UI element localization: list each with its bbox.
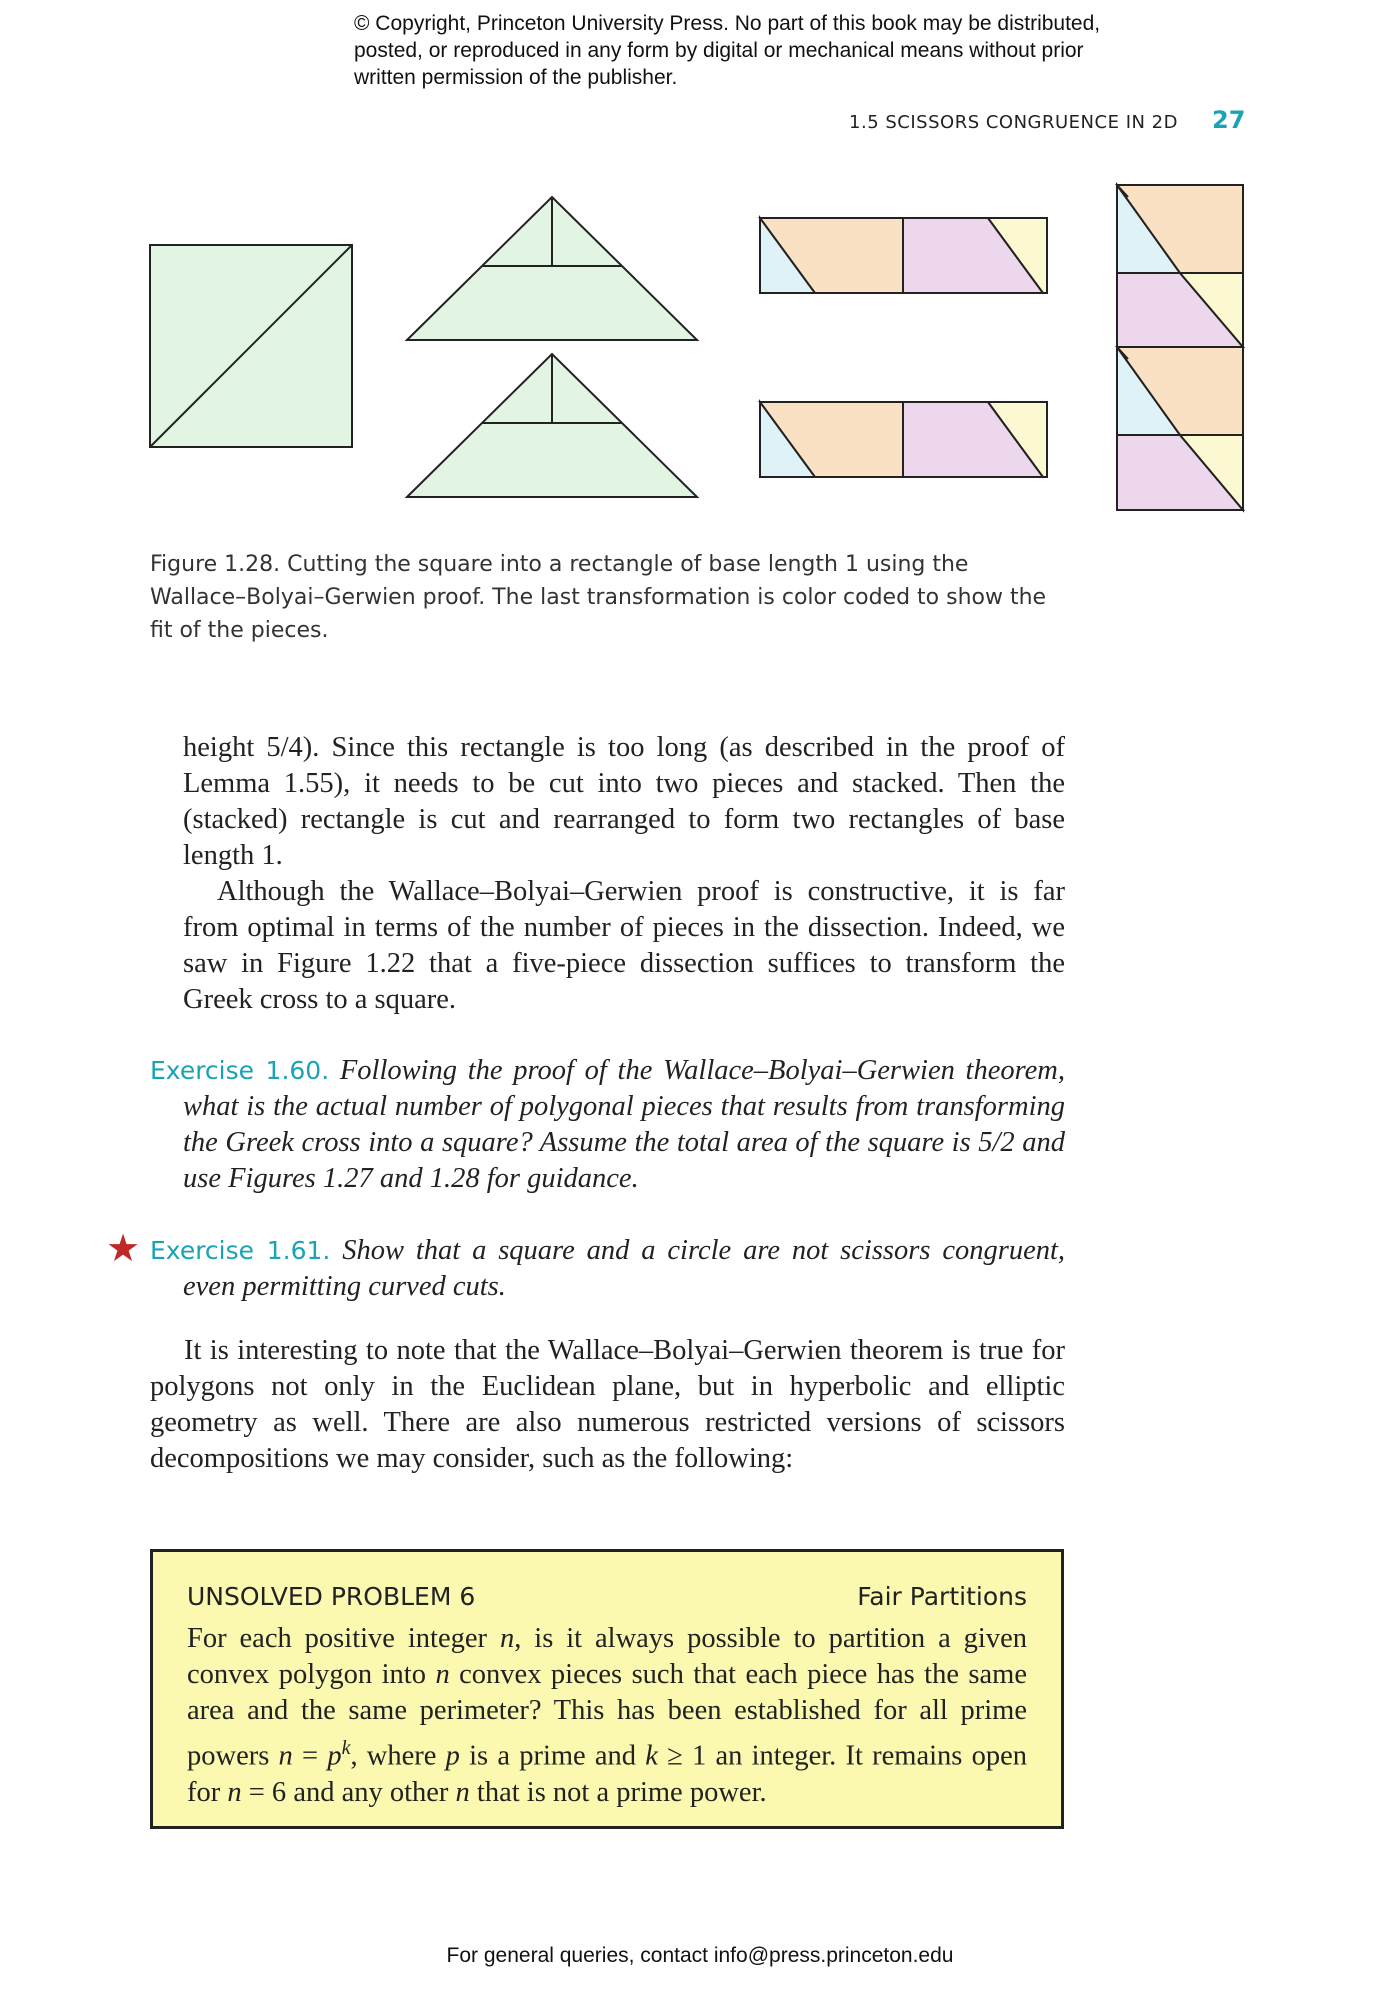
- paragraph-1: height 5/4). Since this rectangle is too long (as described in the proof of Lemma 1.55), it needs to be cut into two pieces and stacked. Then the (stacked) rectangle is cut and rearranged to form two rectangles of base length 1.: [183, 732, 1065, 871]
- exercise-label: Exercise 1.61.: [150, 1236, 331, 1265]
- footer-contact: For general queries, contact info@press.princeton.edu: [446, 1944, 954, 1967]
- problem-subtitle: Fair Partitions: [857, 1582, 1027, 1611]
- paragraph-3: It is interesting to note that the Wallace–Bolyai–Gerwien theorem is true for polygons not only in the Euclidean plane, but in hyperbolic and elliptic geometry as well. There are also numerous restricted versions of scissors decompositions we may consider, such as the following:: [150, 1335, 1065, 1474]
- exercise-text: Following the proof of the Wallace–Bolyai–Gerwien theorem, what is the actual number of polygonal pieces that results from transforming the Greek cross into a square? Assume the total area of the square is 5/2 and use Figures 1.27 and 1.28 for guidance.: [183, 1055, 1065, 1194]
- figure-caption: Figure 1.28. Cutting the square into a rectangle of base length 1 using the Wallace–Bolyai–Gerwien proof. The last transformation is color coded to show the fit of the pieces.: [150, 552, 1047, 643]
- problem-header: [187, 1582, 1027, 1611]
- star-icon: ★: [106, 1226, 141, 1270]
- unsolved-problem-box: [150, 1549, 1064, 1829]
- figure-1-28: [140, 175, 1270, 520]
- fig-rectangle-bottom: [760, 402, 1047, 477]
- copyright-notice: © Copyright, Princeton University Press. No part of this book may be distributed, posted, or reproduced in any form by digital or mechanical means without prior written permission of the publisher.: [354, 12, 1101, 89]
- fig-stacked-column: [1117, 185, 1243, 510]
- exercise-1-61: [150, 1233, 1065, 1305]
- exercise-1-60: [150, 1053, 1065, 1197]
- problem-title: UNSOLVED PROBLEM 6: [187, 1582, 476, 1611]
- exercise-text: Show that a square and a circle are not scissors congruent, even permitting curved cuts.: [183, 1235, 1066, 1302]
- page-number: 27: [1212, 106, 1246, 134]
- running-head: 1.5 SCISSORS CONGRUENCE IN 2D: [849, 112, 1178, 133]
- paragraph-2: Although the Wallace–Bolyai–Gerwien proof is constructive, it is far from optimal in terms of the number of pieces in the dissection. Indeed, we saw in Figure 1.22 that a five-piece dissection suffices to transform the Greek cross to a square.: [183, 876, 1065, 1015]
- problem-text: For each positive integer n, is it always possible to partition a given convex polygon into n convex pieces such that each piece has the same area and the same perimeter? This has been established for all prime powers $n = p^k$, where p is a prime and k ≥ 1 an integer. It remains open for n = 6 and any other n that is not a prime power.: [187, 1623, 1027, 1808]
- exercise-label: Exercise 1.60.: [150, 1056, 330, 1085]
- fig-rectangle-top: [760, 218, 1047, 293]
